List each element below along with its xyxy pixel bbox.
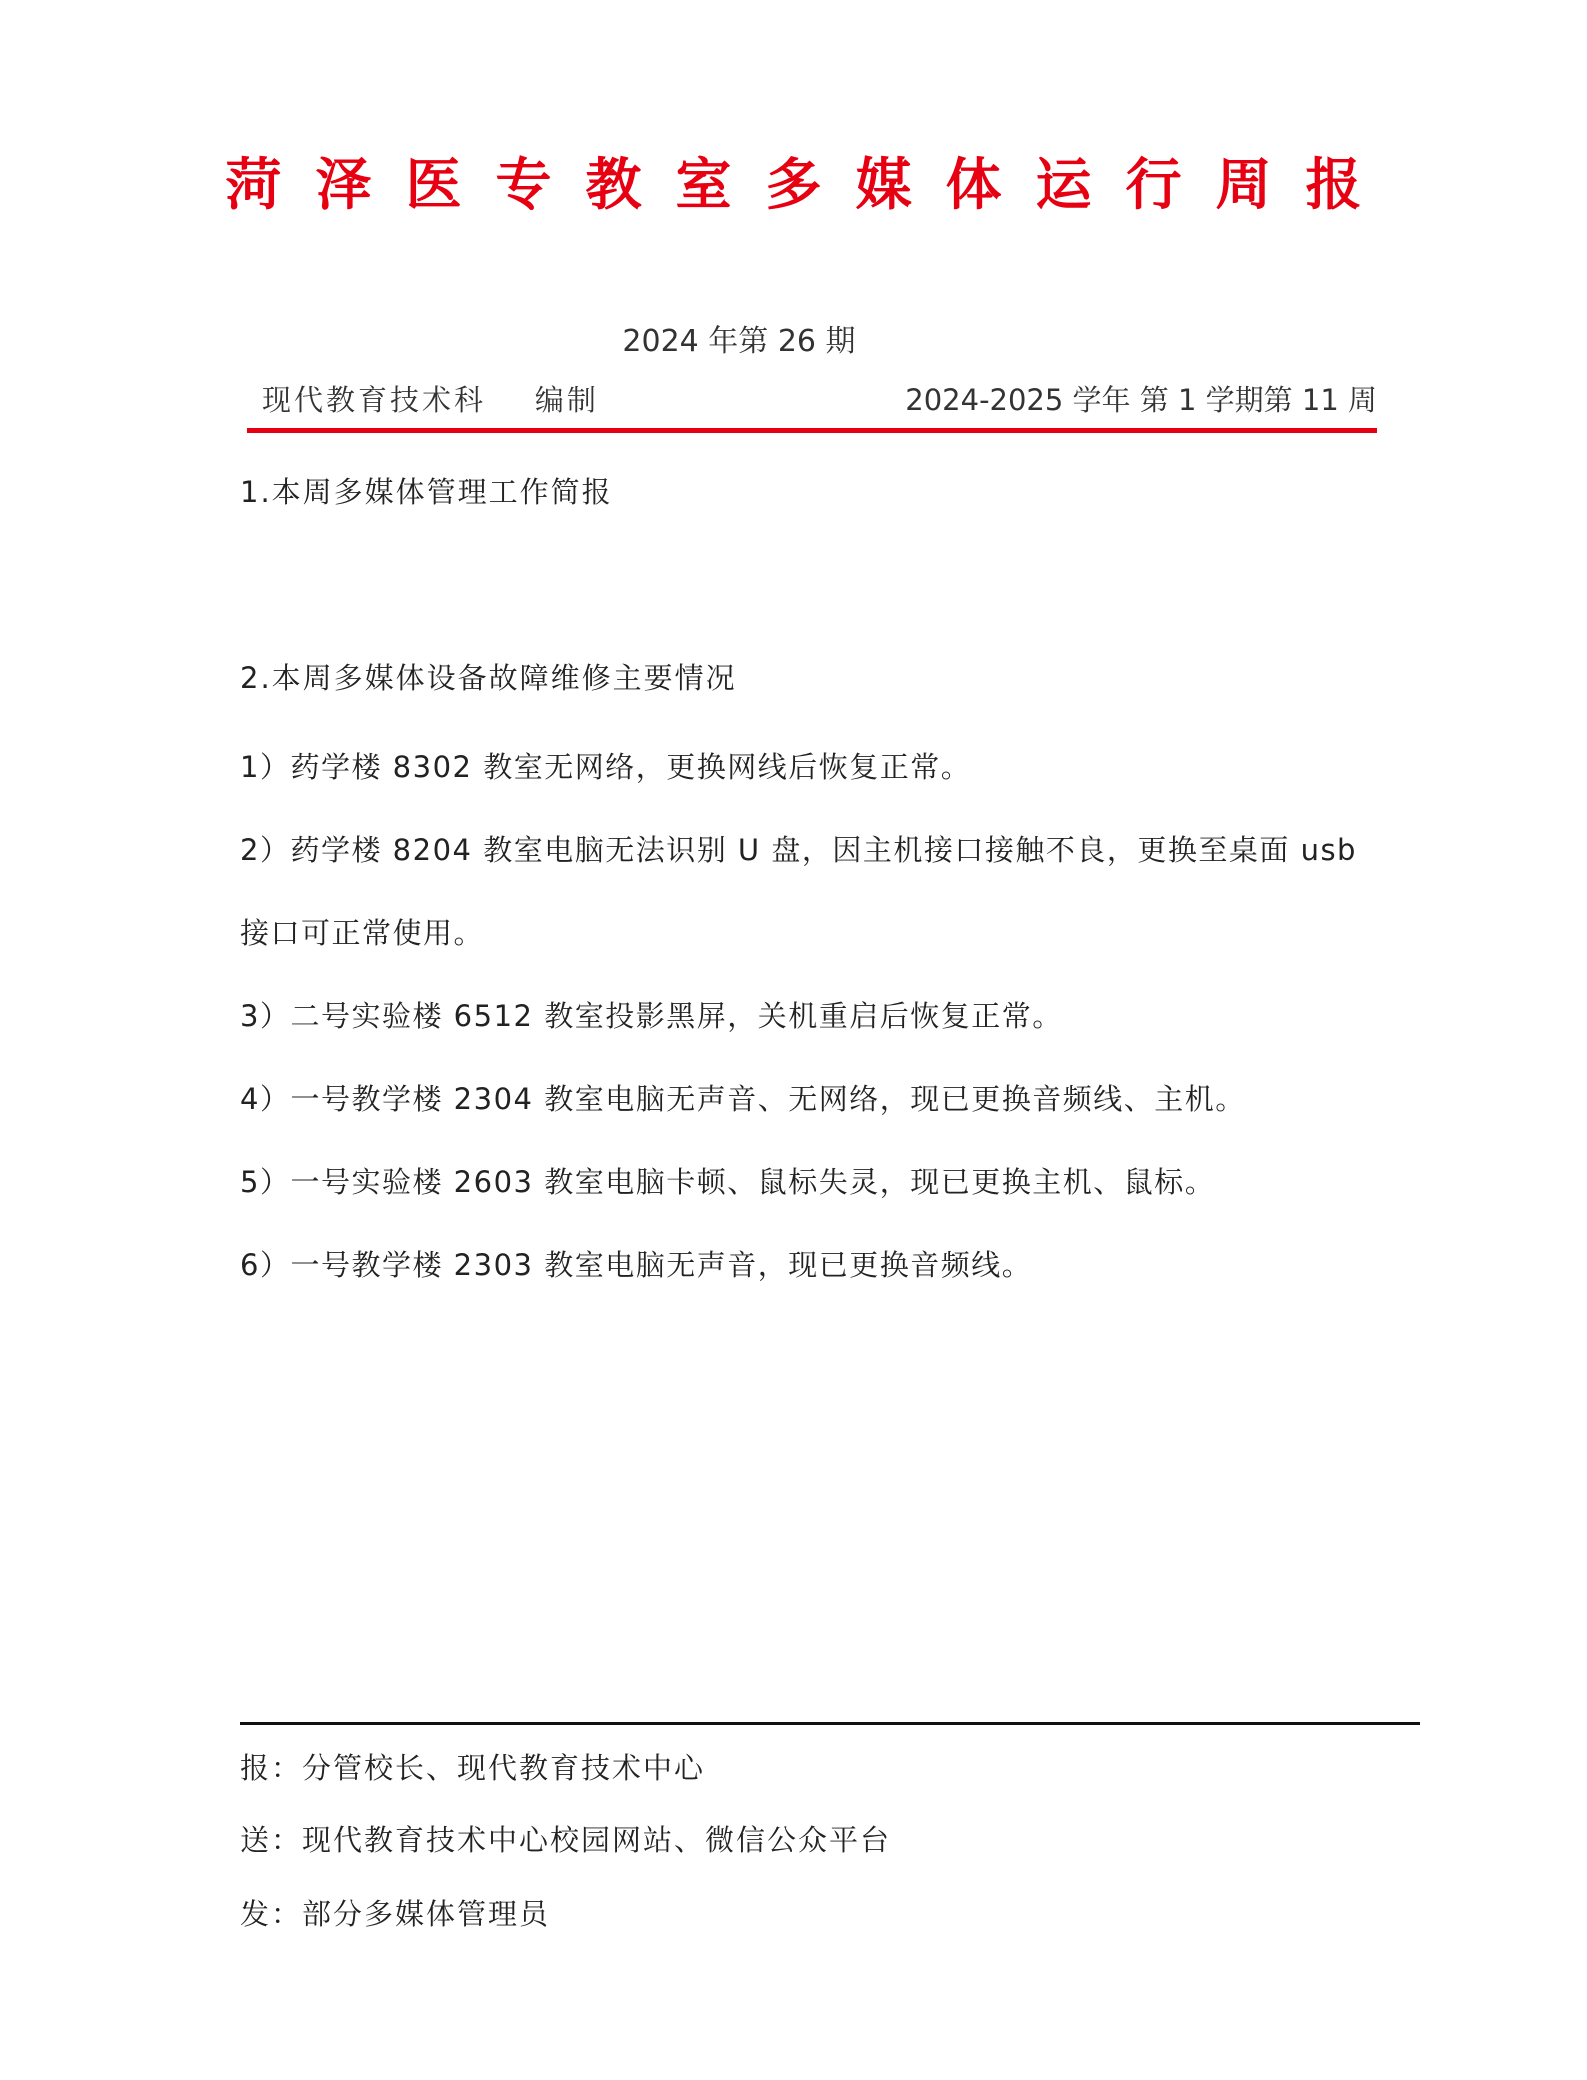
repair-item: 3）二号实验楼 6512 教室投影黑屏，关机重启后恢复正常。 xyxy=(240,999,1063,1033)
compiler-line: 现代教育技术科 编制 xyxy=(262,383,599,417)
section-heading-summary: 1.本周多媒体管理工作简报 xyxy=(240,475,613,509)
footer-divider xyxy=(240,1722,1420,1725)
distribution-issue-to: 发：部分多媒体管理员 xyxy=(240,1897,551,1931)
repair-list xyxy=(240,726,1368,1307)
repair-item: 2）药学楼 8204 教室电脑无法识别 U 盘，因主机接口接触不良，更换至桌面 usb 接口可正常使用。 xyxy=(240,833,1368,950)
header-divider xyxy=(247,428,1377,433)
repair-item: 1）药学楼 8302 教室无网络，更换网线后恢复正常。 xyxy=(240,750,972,784)
distribution-send-to: 送：现代教育技术中心校园网站、微信公众平台 xyxy=(240,1823,892,1857)
semester-week: 2024-2025 学年 第 1 学期第 11 周 xyxy=(905,383,1377,417)
document-title: 菏泽医专教室多媒体运行周报 xyxy=(225,152,1396,218)
distribution-report-to: 报：分管校长、现代教育技术中心 xyxy=(240,1751,706,1785)
repair-item: 6）一号教学楼 2303 教室电脑无声音，现已更换音频线。 xyxy=(240,1248,1033,1282)
section-heading-repairs: 2.本周多媒体设备故障维修主要情况 xyxy=(240,661,737,695)
repair-item: 4）一号教学楼 2304 教室电脑无声音、无网络，现已更换音频线、主机。 xyxy=(240,1082,1246,1116)
repair-item: 5）一号实验楼 2603 教室电脑卡顿、鼠标失灵，现已更换主机、鼠标。 xyxy=(240,1165,1216,1199)
issue-number: 2024 年第 26 期 xyxy=(622,324,856,359)
